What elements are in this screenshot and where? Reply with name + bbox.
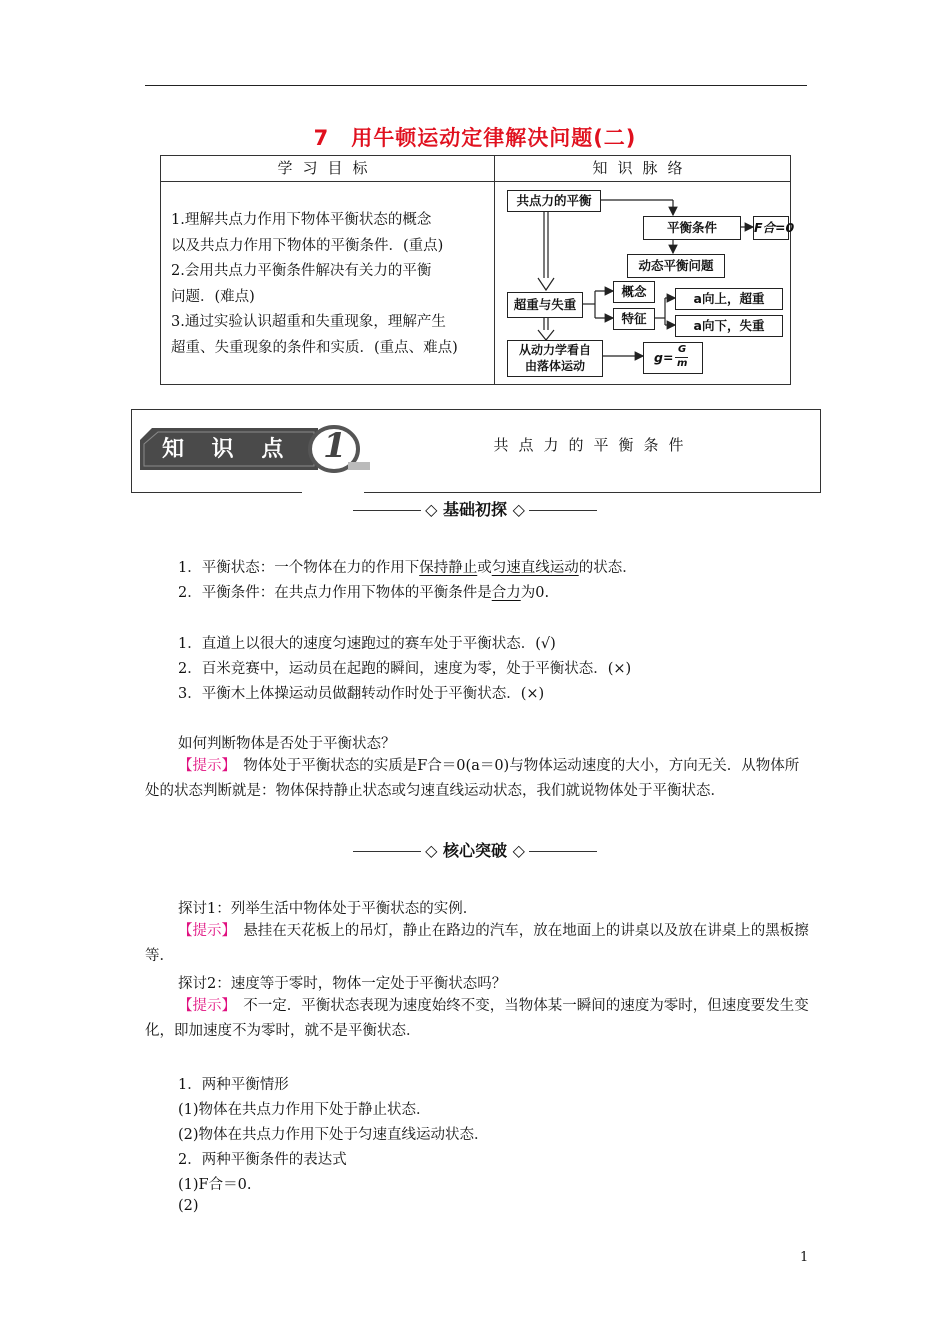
section-core-title: 核心突破	[442, 841, 507, 860]
node-net-force-zero	[753, 216, 795, 240]
goal-line: 问题．(难点)	[171, 288, 255, 305]
node-a-up-overweight: a向上，超重	[675, 288, 783, 310]
fraction-denominator: m	[677, 358, 688, 369]
discussion-1: 探讨1：列举生活中物体处于平衡状态的实例．	[178, 901, 478, 917]
page-number: 1	[800, 1250, 809, 1265]
section-core-header: ◇ 核心突破 ◇	[0, 838, 950, 861]
goal-line: 3.通过实验认识超重和失重现象，理解产生	[171, 314, 446, 330]
underlined-answer: 合力	[491, 585, 521, 601]
knowledge-point-topic: 共点力的平衡条件	[493, 436, 694, 454]
node-a-down-weightless: a向下，失重	[675, 315, 783, 337]
answer-paragraph-2	[145, 919, 810, 969]
judgment-3: 3．平衡木上体操运动员做翻转动作时处于平衡状态．(×)	[178, 686, 545, 702]
underlined-answer: 保持静止	[419, 560, 478, 576]
goal-line: 以及共点力作用下物体的平衡条件．(重点)	[171, 237, 444, 254]
frame-gap	[302, 487, 364, 495]
text-run: 的状态．	[578, 560, 637, 576]
net-force-text: F合=0	[754, 220, 795, 235]
goal-line: 2.会用共点力平衡条件解决有关力的平衡	[171, 263, 432, 279]
text-run: 2．平衡条件：在共点力作用下物体的平衡条件是	[178, 585, 492, 601]
knowledge-point-label: 知 识 点	[162, 437, 294, 462]
section-basic-title: 基础初探	[442, 500, 507, 519]
knowledge-point-number: 1	[323, 426, 347, 466]
section-basic-header: ◇ 基础初探 ◇	[0, 497, 950, 520]
section-rule	[353, 851, 421, 852]
learning-goals	[171, 208, 489, 361]
answer-text: 悬挂在天花板上的吊灯，静止在路边的汽车，放在地面上的讲桌以及放在讲桌上的黑板擦等．	[145, 923, 809, 964]
node-coplanar-equilibrium: 共点力的平衡	[507, 190, 601, 212]
summary-line: 1．两种平衡情形	[178, 1077, 289, 1093]
fraction-numerator: G	[678, 344, 687, 355]
judgment-2: 2．百米竞赛中，运动员在起跑的瞬间，速度为零，处于平衡状态．(×)	[178, 661, 632, 677]
tip-label: 【提示】	[178, 998, 229, 1014]
knowledge-point-badge	[140, 426, 360, 470]
node-overweight-weightlessness: 超重与失重	[507, 292, 583, 318]
g-equals: g=	[654, 350, 674, 365]
section-rule	[529, 851, 597, 852]
answer-text: 物体处于平衡状态的实质是F合＝0(a＝0)与物体运动速度的大小，方向无关．从物体所处的状态判断就是：物体保持静止状态或匀速直线运动状态，我们就说物体处于平衡状态．	[145, 758, 800, 799]
point-equilibrium-state	[178, 556, 637, 577]
tip-label: 【提示】	[178, 923, 229, 939]
summary-line: (2)	[178, 1198, 199, 1214]
summary-line: 2．两种平衡条件的表达式	[178, 1152, 347, 1168]
node-concept: 概念	[613, 281, 655, 303]
tip-label: 【提示】	[178, 758, 229, 774]
answer-paragraph-3	[145, 994, 810, 1044]
summary-line: (1)F合＝0.	[178, 1177, 252, 1193]
section-rule	[529, 510, 597, 511]
page-title: 7 用牛顿运动定律解决问题(二)	[313, 126, 637, 150]
knowledge-point-banner	[131, 409, 821, 493]
answer-paragraph-1	[145, 754, 810, 804]
frame-gap	[364, 408, 365, 409]
question: 如何判断物体是否处于平衡状态？	[178, 736, 396, 752]
header-learning-goals: 学习目标	[277, 159, 378, 177]
answer-text: 不一定．平衡状态表现为速度始终不变，当物体某一瞬间的速度为零时，但速度要发生变化，即加速度不为零时，就不是平衡状态．	[145, 998, 809, 1039]
header-rule	[145, 85, 807, 86]
summary-line: (2)物体在共点力作用下处于匀速直线运动状态．	[178, 1127, 489, 1143]
text-run: 或	[477, 560, 492, 576]
goal-line: 1.理解共点力作用下物体平衡状态的概念	[171, 212, 432, 228]
text-run: 1．平衡状态：一个物体在力的作用下	[178, 560, 420, 576]
node-dynamic-equilibrium: 动态平衡问题	[627, 254, 725, 278]
header-knowledge-map: 知识脉络	[592, 159, 693, 177]
underlined-answer: 匀速直线运动	[491, 560, 579, 576]
judgment-1: 1．直道上以很大的速度匀速跑过的赛车处于平衡状态．(√)	[178, 636, 556, 652]
text-run: 为0.	[520, 585, 550, 601]
discussion-2: 探讨2：速度等于零时，物体一定处于平衡状态吗？	[178, 976, 507, 992]
node-g-formula	[643, 342, 703, 374]
free-fall-line-1: 从动力学看自	[518, 343, 591, 357]
section-rule	[353, 510, 421, 511]
summary-line: (1)物体在共点力作用下处于静止状态．	[178, 1102, 431, 1118]
node-free-fall	[507, 340, 603, 377]
free-fall-line-2: 由落体运动	[524, 359, 585, 373]
goal-line: 超重、失重现象的条件和实质．(重点、难点)	[171, 339, 458, 356]
objectives-table	[160, 155, 795, 385]
point-equilibrium-condition	[178, 581, 549, 602]
node-equilibrium-condition: 平衡条件	[643, 216, 741, 240]
node-feature: 特征	[613, 308, 655, 330]
